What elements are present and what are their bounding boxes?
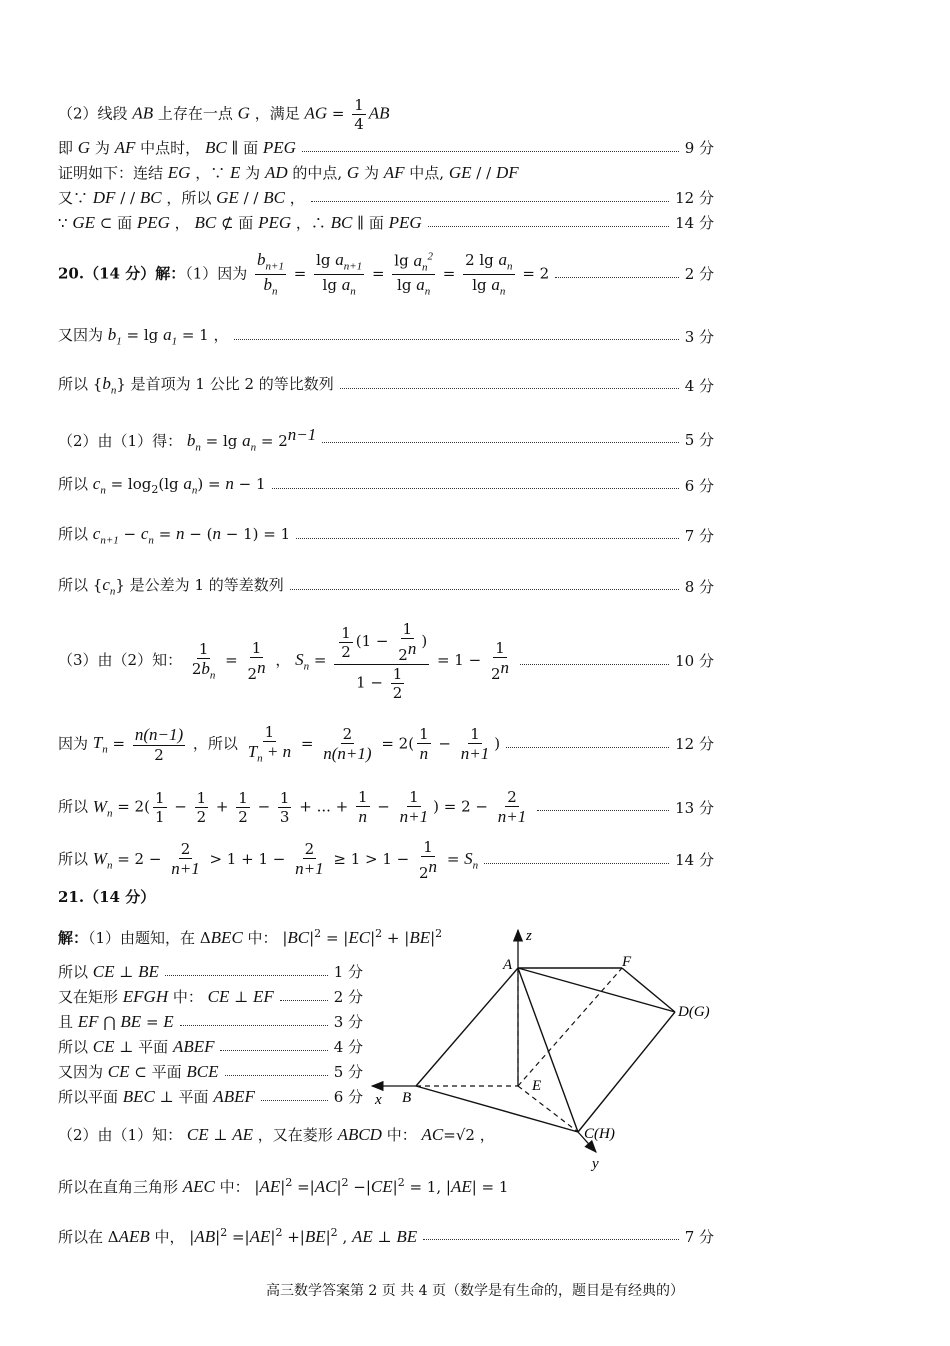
score: 6 分 — [684, 476, 714, 495]
score: 3 分 — [333, 1013, 363, 1032]
leader-dots — [302, 151, 679, 152]
leader-dots — [484, 863, 669, 864]
line-content: 证明如下：连结 EG ，∵ E 为 AD 的中点, G 为 AF 中点, GE / / DF — [58, 163, 519, 182]
edge-BC — [416, 1086, 578, 1132]
solution-line — [58, 188, 714, 208]
edge-AB — [416, 968, 518, 1086]
solution-line — [58, 213, 714, 233]
line-content: 又∵ DF / / BC ，所以 GE / / BC ， — [58, 188, 305, 207]
line-content: 所以 $c_n = \log_2(\lg$ $a_n) = n - 1$ — [58, 474, 266, 497]
label-x: x — [375, 1092, 382, 1108]
line-content: 所以 $W_n = 2$( $\frac{1}{1}$ − $\frac{1}{2}$ + $\frac{1}{2}$ − $\frac{1}{3}$ + ... + $\frac{1}{n}$ − $\frac{1}{n+1}$ ) = 2 − $\frac{2}{n+1}$ — [58, 788, 527, 827]
line-content: 所以 $W_n = 2$ − $\frac{2}{n+1}$ > 1 + 1 − $\frac{2}{n+1}$ ≥ 1 > 1 − $\frac{1}{2^n}$ = $S_n$ — [58, 838, 479, 882]
leader-dots — [280, 1000, 328, 1001]
score: 12 分 — [675, 189, 714, 208]
solution-line — [58, 425, 714, 455]
leader-dots — [290, 589, 679, 590]
leader-dots — [340, 388, 679, 389]
score: 12 分 — [675, 735, 714, 754]
solution-line — [58, 575, 714, 599]
line-content: 又因为 $b_1 = \lg a_1 = 1$ ， — [58, 325, 229, 348]
line-content: （2）由（1）得： $b_n = \lg a_n = 2^{n-1}$ — [58, 425, 317, 454]
leader-dots — [520, 664, 669, 665]
line-content: 所以 CE ⊥ 平面 ABEF — [58, 1037, 215, 1056]
label-D: D(G) — [678, 1004, 710, 1020]
leader-dots — [225, 1075, 328, 1076]
solution-line — [58, 325, 714, 349]
geometry-figure — [360, 920, 740, 1180]
solution-line — [58, 374, 714, 398]
solution-line — [58, 250, 714, 299]
score: 4 分 — [684, 376, 714, 395]
solution-line — [58, 838, 714, 882]
score: 7 分 — [684, 526, 714, 545]
score: 3 分 — [684, 327, 714, 346]
leader-dots — [180, 1025, 328, 1026]
page-footer: 高三数学答案第 2 页 共 4 页（数学是有生命的，题目是有经典的） — [265, 1283, 685, 1299]
line-content: 因为 $T_n$ = $\frac{n(n-1)}{2}$ ，所以 $\frac{1}{T_n + n}$ = $\frac{2}{n(n+1)}$ = 2( $\frac{1}{n}$ − $\frac{1}{n+1}$ ) — [58, 723, 501, 765]
leader-dots — [555, 277, 678, 278]
score: 14 分 — [675, 214, 714, 233]
solution-line — [58, 1087, 363, 1107]
leader-dots — [322, 442, 678, 443]
line-content: 所以 $c_{n+1} - c_n = n - (n - 1) = 1$ — [58, 524, 291, 547]
score: 6 分 — [333, 1088, 363, 1107]
line-content: 所以平面 BEC ⊥ 平面 ABEF — [58, 1087, 255, 1106]
label-y: y — [592, 1156, 599, 1172]
solution-line — [58, 163, 714, 183]
score: 8 分 — [684, 577, 714, 596]
solution-line — [58, 1226, 714, 1247]
score: 7 分 — [684, 1227, 714, 1246]
edge-AC — [518, 968, 578, 1132]
solution-line — [58, 96, 714, 133]
edge-DC — [578, 1012, 675, 1132]
solution-line — [58, 1062, 363, 1082]
line-content: 又因为 CE ⊂ 平面 BCE — [58, 1062, 219, 1081]
leader-dots — [296, 538, 679, 539]
line-content: 解：（1）由题知，在 ΔBEC 中： $|BC|^2 = |EC|^2 + |BE|^2$ — [58, 927, 443, 947]
line-content: （2）线段 AB 上存在一点 G ，满足 AG = $\frac{1}{4}$ AB — [58, 96, 390, 133]
solution-line — [58, 138, 714, 158]
score: 2 分 — [684, 265, 714, 284]
solution-line — [58, 723, 714, 766]
label-E: E — [532, 1078, 542, 1094]
label-A: A — [503, 957, 513, 973]
solution-line — [58, 962, 363, 982]
score: 5 分 — [333, 1063, 363, 1082]
leader-dots — [311, 201, 669, 202]
score: 2 分 — [333, 988, 363, 1007]
edge-EF — [518, 968, 622, 1086]
solution-line — [58, 788, 714, 827]
label-z: z — [526, 928, 532, 944]
problem-heading — [58, 888, 714, 906]
line-content: 所以 $\{b_n\}$ 是首项为 1 公比 2 的等比数列 — [58, 374, 334, 397]
score: 4 分 — [333, 1038, 363, 1057]
leader-dots — [272, 488, 679, 489]
edge-AD — [518, 968, 675, 1012]
label-C: C(H) — [584, 1126, 615, 1142]
line-content: ∵ GE ⊂ 面 PEG ， BC ⊄ 面 PEG ，∴ BC ∥ 面 PEG — [58, 213, 422, 232]
line-content: 所以 CE ⊥ BE — [58, 962, 159, 981]
score: 9 分 — [684, 139, 714, 158]
edge-FD — [622, 968, 675, 1012]
line-content: 且 EF ⋂ BE = E — [58, 1012, 174, 1031]
line-content: 所以 $\{c_n\}$ 是公差为 1 的等差数列 — [58, 575, 284, 598]
leader-dots — [537, 810, 669, 811]
line-content: 所以在 ΔAEB 中， $|AB|^2 =|AE|^2 +|BE|^2$ , AE ⊥ BE — [58, 1226, 418, 1246]
leader-dots — [261, 1100, 328, 1101]
score: 13 分 — [675, 798, 714, 817]
solution-line — [58, 524, 714, 548]
solution-line — [58, 1037, 363, 1057]
line-content: （2）由（1）知： CE ⊥ AE ，又在菱形 ABCD 中： AC=√2 ， — [58, 1125, 495, 1144]
label-F: F — [622, 954, 632, 970]
line-content: 21.（14 分） — [58, 888, 156, 906]
line-content: （3）由（2）知： $\frac{1}{2b_n}$ = $\frac{1}{2^n}$ ， $S_n$ = $\frac{1}{2}$ (1 − $\frac{1}{2^n}$ ) 1 − $\frac{1}{2}$ = 1 − $\frac{1}{2^n}$ — [58, 620, 509, 702]
line-content: 所以在直角三角形 AEC 中： $|AE|^2 =|AC|^2 -|CE|^2 = 1$, |AE| = 1 — [58, 1176, 509, 1196]
solution-line — [58, 987, 363, 1007]
score: 5 分 — [684, 430, 714, 449]
score: 14 分 — [675, 851, 714, 869]
leader-dots — [506, 747, 669, 748]
line-content: 20.（14 分）解：（1）因为 $\frac{b_{n+1}}{b_n}$ = $\frac{\lg a_{n+1}}{\lg a_n}$ = $\frac{\lg a_n^2}{\lg a_n}$ = $\frac{2 \lg a_n}{\lg a_n}$ = 2 — [58, 250, 550, 298]
leader-dots — [220, 1050, 327, 1051]
leader-dots — [428, 226, 669, 227]
line-content: 又在矩形 EFGH 中： CE ⊥ EF — [58, 987, 274, 1006]
score: 10 分 — [675, 652, 714, 670]
label-B: B — [402, 1090, 412, 1106]
solution-line — [58, 1012, 363, 1032]
leader-dots — [423, 1239, 678, 1240]
solution-line — [58, 474, 714, 498]
line-content: 即 G 为 AF 中点时， BC ∥ 面 PEG — [58, 138, 296, 157]
leader-dots — [165, 975, 328, 976]
solution-line — [58, 620, 714, 702]
score: 1 分 — [333, 963, 363, 982]
leader-dots — [234, 339, 678, 340]
